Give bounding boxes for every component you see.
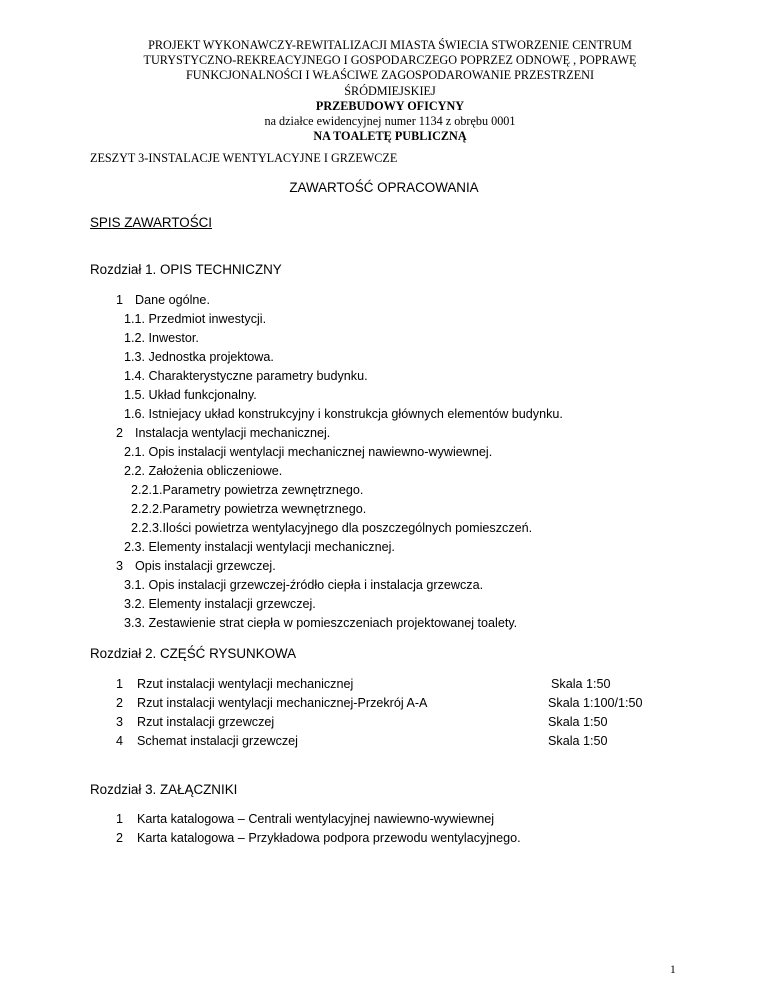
item-label: Układ funkcjonalny. bbox=[148, 388, 257, 402]
item-label: Przedmiot inwestycji. bbox=[148, 312, 267, 326]
item-number: 3 bbox=[116, 559, 124, 573]
item-number: 3.1. bbox=[124, 578, 146, 592]
list-item bbox=[124, 312, 266, 326]
item-number: 2.1. bbox=[124, 445, 146, 459]
list-item bbox=[124, 616, 517, 630]
list-item bbox=[124, 597, 316, 611]
item-label: Opis instalacji grzewczej-źródło ciepła i instalacja grzewcza. bbox=[148, 578, 484, 592]
list-item bbox=[116, 559, 276, 573]
item-number: 1 bbox=[116, 293, 124, 307]
list-item bbox=[124, 369, 368, 383]
volume-label: ZESZYT 3-INSTALACJE WENTYLACYJNE I GRZEWCZE bbox=[90, 151, 398, 165]
item-label: Jednostka projektowa. bbox=[148, 350, 274, 364]
list-item bbox=[124, 540, 395, 554]
item-number: 1.4. bbox=[124, 369, 146, 383]
page-title: ZAWARTOŚĆ OPRACOWANIA bbox=[289, 180, 479, 195]
header-line: PROJEKT WYKONAWCZY-REWITALIZACJI MIASTA ŚWIECIA STWORZENIE CENTRUM bbox=[148, 38, 632, 52]
item-label: Karta katalogowa – Centrali wentylacyjnej nawiewno-wywiewnej bbox=[137, 812, 494, 826]
header-line: ŚRÓDMIEJSKIEJ bbox=[344, 83, 436, 98]
header-line: na działce ewidencyjnej numer 1134 z obrębu 0001 bbox=[264, 114, 516, 129]
item-number: 3 bbox=[116, 715, 124, 729]
list-item bbox=[124, 407, 563, 421]
item-number: 2.2.1. bbox=[131, 483, 163, 497]
item-label: Inwestor. bbox=[148, 331, 199, 345]
item-number: 2 bbox=[116, 426, 124, 440]
item-number: 1.3. bbox=[124, 350, 146, 364]
header-line-bold: NA TOALETĘ PUBLICZNĄ bbox=[313, 129, 467, 144]
toc-heading: SPIS ZAWARTOŚCI bbox=[90, 215, 213, 230]
item-number: 1.2. bbox=[124, 331, 146, 345]
list-item bbox=[124, 445, 492, 459]
chapter-3-heading: Rozdział 3. ZAŁĄCZNIKI bbox=[90, 782, 238, 797]
item-number: 2 bbox=[116, 831, 124, 845]
item-label: Zestawienie strat ciepła w pomieszczeniach projektowanej toalety. bbox=[148, 616, 518, 630]
item-label: Ilości powietrza wentylacyjnego dla poszczególnych pomieszczeń. bbox=[162, 521, 533, 535]
item-scale: Skala 1:50 bbox=[551, 677, 611, 691]
item-label: Charakterystyczne parametry budynku. bbox=[148, 369, 368, 383]
chapter-2-heading: Rozdział 2. CZĘŚĆ RYSUNKOWA bbox=[90, 646, 297, 661]
item-number: 2.3. bbox=[124, 540, 146, 554]
list-item bbox=[124, 331, 199, 345]
list-item bbox=[131, 483, 363, 497]
header-line: TURYSTYCZNO-REKREACYJNEGO I GOSPODARCZEGO POPRZEZ ODNOWĘ , POPRAWĘ bbox=[143, 53, 637, 68]
item-number: 1.1. bbox=[124, 312, 146, 326]
list-item bbox=[116, 293, 210, 307]
list-item bbox=[131, 521, 532, 535]
list-item bbox=[116, 426, 330, 440]
item-label: Schemat instalacji grzewczej bbox=[137, 734, 298, 748]
item-number: 1 bbox=[116, 677, 124, 691]
item-label: Parametry powietrza wewnętrznego. bbox=[162, 502, 367, 516]
page-number: 1 bbox=[670, 964, 676, 976]
item-number: 3.2. bbox=[124, 597, 146, 611]
item-label: Założenia obliczeniowe. bbox=[148, 464, 283, 478]
item-number: 1 bbox=[116, 812, 124, 826]
item-label: Rzut instalacji wentylacji mechanicznej-Przekrój A-A bbox=[137, 696, 428, 710]
header-line: FUNKCJONALNOŚCI I WŁAŚCIWE ZAGOSPODAROWANIE PRZESTRZENI bbox=[185, 68, 595, 83]
list-item bbox=[124, 388, 257, 402]
list-item bbox=[124, 464, 282, 478]
chapter-1-heading: Rozdział 1. OPIS TECHNICZNY bbox=[90, 262, 282, 277]
document-header bbox=[90, 38, 690, 144]
item-label: Opis instalacji wentylacji mechanicznej nawiewno-wywiewnej. bbox=[148, 445, 493, 459]
item-label: Opis instalacji grzewczej. bbox=[135, 559, 276, 573]
item-scale: Skala 1:50 bbox=[548, 734, 608, 748]
list-item bbox=[131, 502, 366, 516]
item-number: 4 bbox=[116, 734, 124, 748]
item-label: Elementy instalacji grzewczej. bbox=[148, 597, 316, 611]
item-number: 2.2.2. bbox=[131, 502, 163, 516]
item-number: 1.5. bbox=[124, 388, 146, 402]
list-item bbox=[124, 350, 274, 364]
item-number: 2.2.3. bbox=[131, 521, 163, 535]
item-scale: Skala 1:100/1:50 bbox=[548, 696, 643, 710]
item-number: 1.6. bbox=[124, 407, 146, 421]
item-label: Istniejacy układ konstrukcyjny i konstrukcja głównych elementów budynku. bbox=[148, 407, 563, 421]
item-number: 3.3. bbox=[124, 616, 146, 630]
item-label: Rzut instalacji wentylacji mechanicznej bbox=[137, 677, 354, 691]
item-label: Instalacja wentylacji mechanicznej. bbox=[135, 426, 331, 440]
item-label: Karta katalogowa – Przykładowa podpora przewodu wentylacyjnego. bbox=[137, 831, 521, 845]
item-label: Dane ogólne. bbox=[135, 293, 210, 307]
header-line-bold: PRZEBUDOWY OFICYNY bbox=[315, 98, 465, 113]
item-scale: Skala 1:50 bbox=[548, 715, 608, 729]
item-label: Parametry powietrza zewnętrznego. bbox=[162, 483, 364, 497]
list-item bbox=[124, 578, 483, 592]
item-label: Elementy instalacji wentylacji mechanicznej. bbox=[148, 540, 395, 554]
item-number: 2 bbox=[116, 696, 124, 710]
item-label: Rzut instalacji grzewczej bbox=[137, 715, 275, 729]
item-number: 2.2. bbox=[124, 464, 146, 478]
